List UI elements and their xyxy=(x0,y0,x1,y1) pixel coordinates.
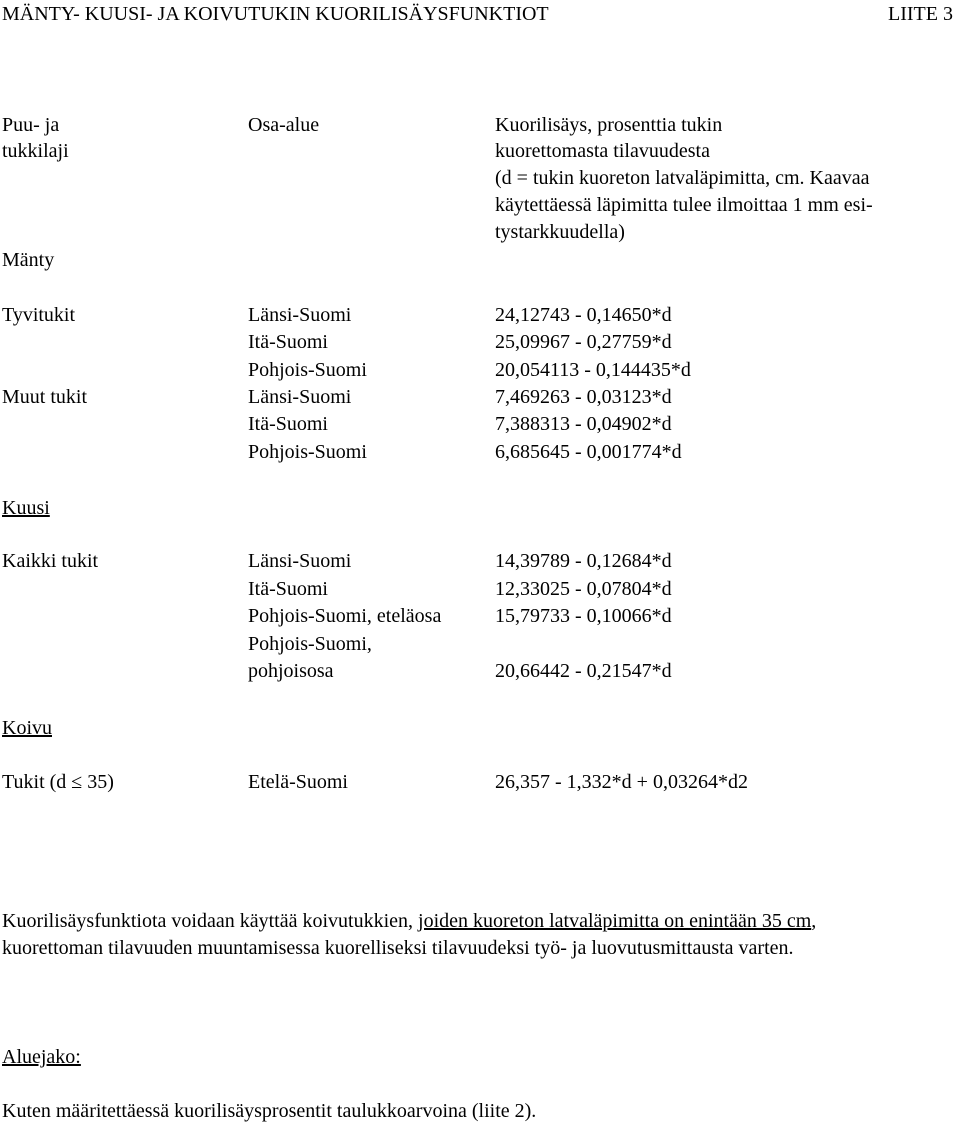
row-formula: 6,685645 - 0,001774*d xyxy=(495,441,682,463)
page-title: MÄNTY- KUUSI- JA KOIVUTUKIN KUORILISÄYSFUNKTIOT xyxy=(2,3,549,25)
aluejako-text: Kuten määritettäessä kuorilisäysprosentit taulukkoarvoina (liite 2). xyxy=(2,1100,537,1122)
row-formula: 20,054113 - 0,144435*d xyxy=(495,359,691,381)
row-formula: 14,39789 - 0,12684*d xyxy=(495,550,672,572)
section-heading-manty: Mänty xyxy=(2,249,55,271)
note-text-end: , xyxy=(811,910,817,932)
col-header-area: Osa-alue xyxy=(248,114,320,136)
row-group: Muut tukit xyxy=(2,386,88,408)
col-header-formula-5: tystarkkuudella) xyxy=(495,221,625,243)
row-formula: 24,12743 - 0,14650*d xyxy=(495,304,672,326)
section-heading-koivu: Koivu xyxy=(2,717,52,739)
row-area: Pohjois-Suomi, xyxy=(248,633,372,655)
note-underlined-text: joiden kuoreton latvaläpimitta on enintään 35 cm xyxy=(418,910,812,932)
row-area: Etelä-Suomi xyxy=(248,771,348,793)
col-header-formula-2: kuorettomasta tilavuudesta xyxy=(495,140,710,162)
row-area: Itä-Suomi xyxy=(248,413,328,435)
row-formula: 20,66442 - 0,21547*d xyxy=(495,660,672,682)
row-group: Tukit (d ≤ 35) xyxy=(2,771,114,793)
section-heading-kuusi: Kuusi xyxy=(2,497,50,519)
row-group: Kaikki tukit xyxy=(2,550,99,572)
row-formula: 26,357 - 1,332*d + 0,03264*d2 xyxy=(495,771,748,793)
note-text: Kuorilisäysfunktiota voidaan käyttää koivutukkien, xyxy=(2,910,419,932)
row-area: Länsi-Suomi xyxy=(248,550,352,572)
note-line-1 xyxy=(2,909,816,933)
col-header-formula-1: Kuorilisäys, prosenttia tukin xyxy=(495,114,723,136)
row-formula: 15,79733 - 0,10066*d xyxy=(495,605,672,627)
row-area: Pohjois-Suomi xyxy=(248,441,367,463)
row-formula: 7,388313 - 0,04902*d xyxy=(495,413,672,435)
row-group: Tyvitukit xyxy=(2,304,76,326)
row-area: Pohjois-Suomi xyxy=(248,359,367,381)
col-header-formula-4: käytettäessä läpimitta tulee ilmoittaa 1 mm esi- xyxy=(495,194,873,216)
note-line-2: kuorettoman tilavuuden muuntamisessa kuorelliseksi tilavuudeksi työ- ja luovutusmittausta varten. xyxy=(2,937,794,959)
col-header-formula-3: (d = tukin kuoreton latvaläpimitta, cm. Kaavaa xyxy=(495,167,870,189)
row-area: Länsi-Suomi xyxy=(248,386,352,408)
section-heading-aluejako: Aluejako: xyxy=(2,1046,81,1068)
row-formula: 12,33025 - 0,07804*d xyxy=(495,578,672,600)
col-header-species-2: tukkilaji xyxy=(2,140,69,162)
col-header-species-1: Puu- ja xyxy=(2,114,60,136)
row-area: Länsi-Suomi xyxy=(248,304,352,326)
row-area: Itä-Suomi xyxy=(248,331,328,353)
row-area: Itä-Suomi xyxy=(248,578,328,600)
row-area: Pohjois-Suomi, eteläosa xyxy=(248,605,442,627)
appendix-label: LIITE 3 xyxy=(888,3,953,25)
row-formula: 25,09967 - 0,27759*d xyxy=(495,331,672,353)
row-formula: 7,469263 - 0,03123*d xyxy=(495,386,672,408)
row-area: pohjoisosa xyxy=(248,660,334,682)
